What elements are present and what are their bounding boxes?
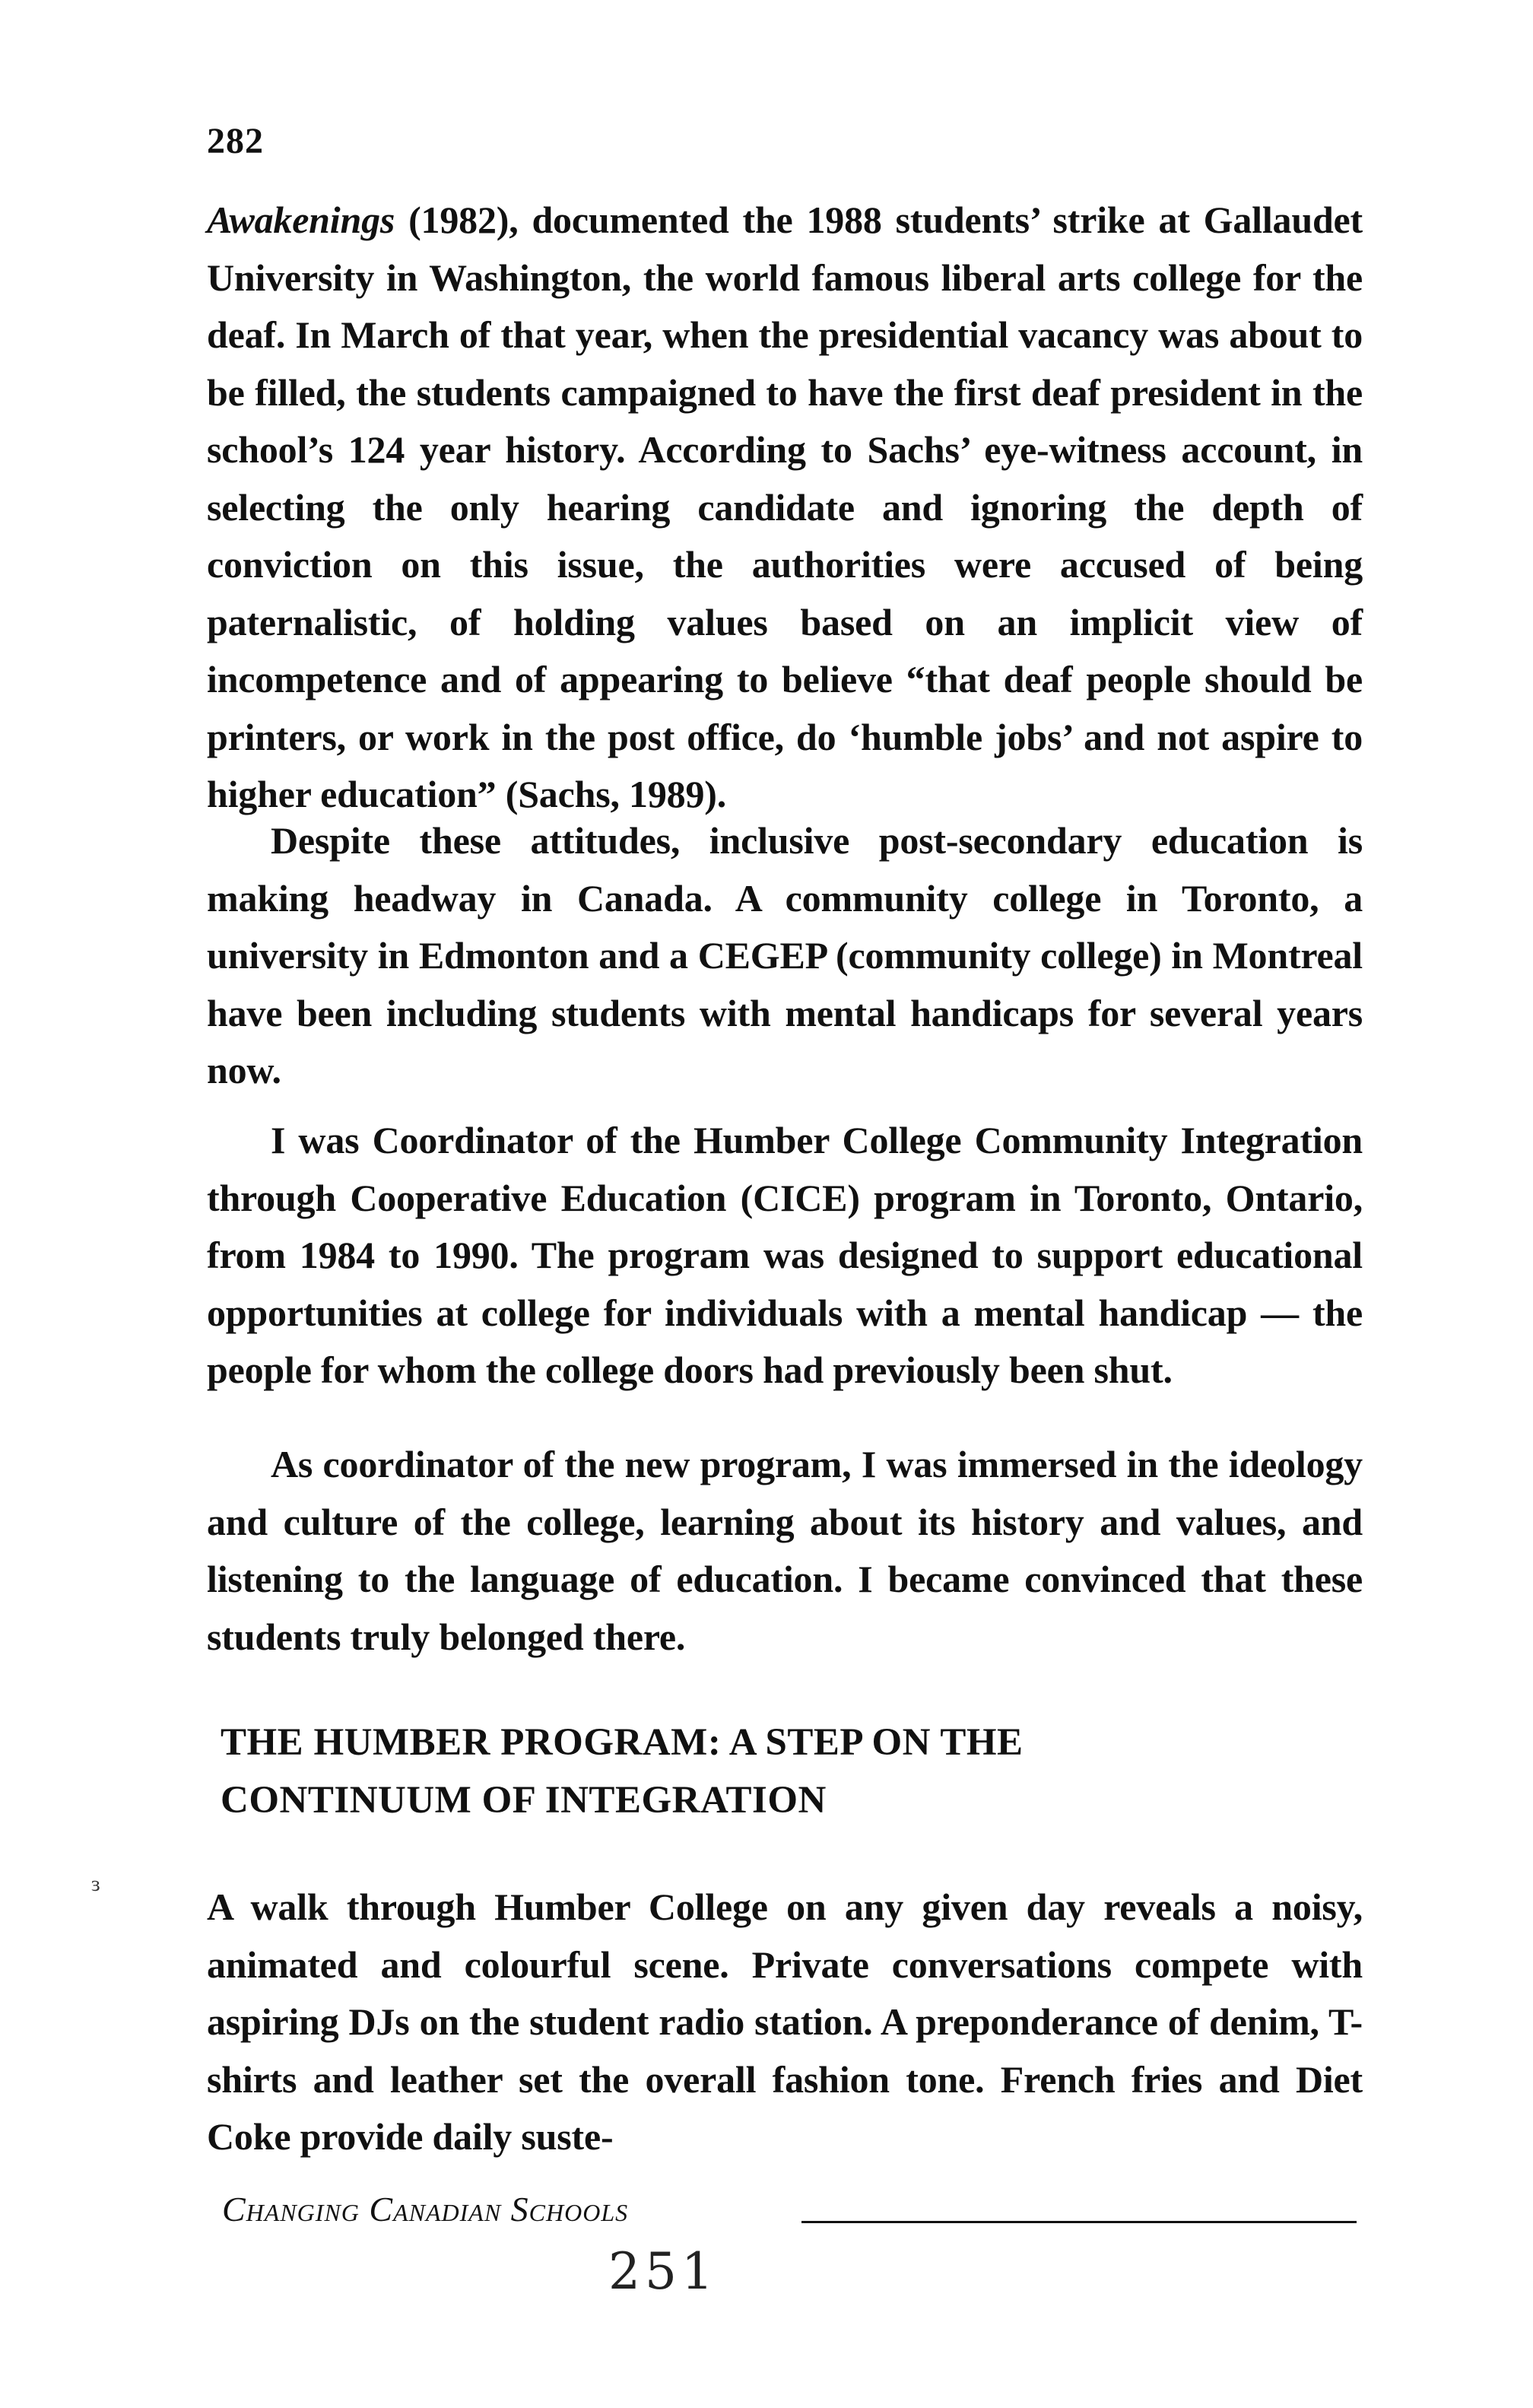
paragraph-1-text: (1982), documented the 1988 students’ strike at Gallaudet University in Washington, the world famous liberal arts college for the deaf. In March of that year, when the presidential vacancy was about to be filled, the students campaigned to have the first deaf president in the school’s 124 year history. According to Sachs’ eye-witness account, in selecting the only hearing candidate and ignoring the depth of conviction on this issue, the authorities were accused of being paternalistic, of holding values based on an implicit view of incompetence and of appearing to believe “that deaf people should be printers, or work in the post office, do ‘humble jobs’ and not aspire to higher education” (Sachs, 1989). [207, 199, 1363, 815]
scan-page-number: 251 [608, 2242, 718, 2301]
section-heading [221, 1714, 1361, 1829]
body-paragraph-5 [207, 1879, 1363, 2166]
paragraph-2-text: Despite these attitudes, inclusive post-secondary education is making headway in Canada. A community college in Toronto, a university in Edmonton and a CEGEP (community college) in Montreal have been including students with mental handicaps for several years now. [207, 819, 1363, 1091]
body-paragraph-4 [207, 1436, 1363, 1666]
running-footer [222, 2189, 1363, 2235]
footer-book-title: Changing Canadian Schools [222, 2190, 629, 2229]
paragraph-5-text: A walk through Humber College on any given day reveals a noisy, animated and colourful scene. Private conversations compete with aspiring DJs on the student radio station. A preponderance of denim, T-shirts and leather set the overall fashion tone. French fries and Diet Coke provide daily suste- [207, 1885, 1363, 2158]
margin-mark: ɜ [91, 1873, 100, 1896]
body-paragraph-1 [207, 192, 1363, 824]
paragraph-3-text: I was Coordinator of the Humber College Community Integration through Cooperative Education (CICE) program in Toronto, Ontario, from 1984 to 1990. The program was designed to support educational opportunities at college for individuals with a mental handicap — the people for whom the college doors had previously been shut. [207, 1119, 1363, 1391]
book-title-awakenings: Awakenings [207, 199, 395, 241]
section-heading-line-1: THE HUMBER PROGRAM: A STEP ON THE [221, 1721, 1024, 1764]
body-paragraph-2 [207, 812, 1363, 1100]
section-heading-line-2: CONTINUUM OF INTEGRATION [221, 1779, 827, 1822]
footer-rule [801, 2221, 1357, 2223]
paragraph-4-text: As coordinator of the new program, I was immersed in the ideology and culture of the college, learning about its history and values, and listening to the language of education. I became convinced that these students truly belonged there. [207, 1443, 1363, 1658]
body-paragraph-3 [207, 1112, 1363, 1399]
page-number: 282 [207, 121, 264, 161]
